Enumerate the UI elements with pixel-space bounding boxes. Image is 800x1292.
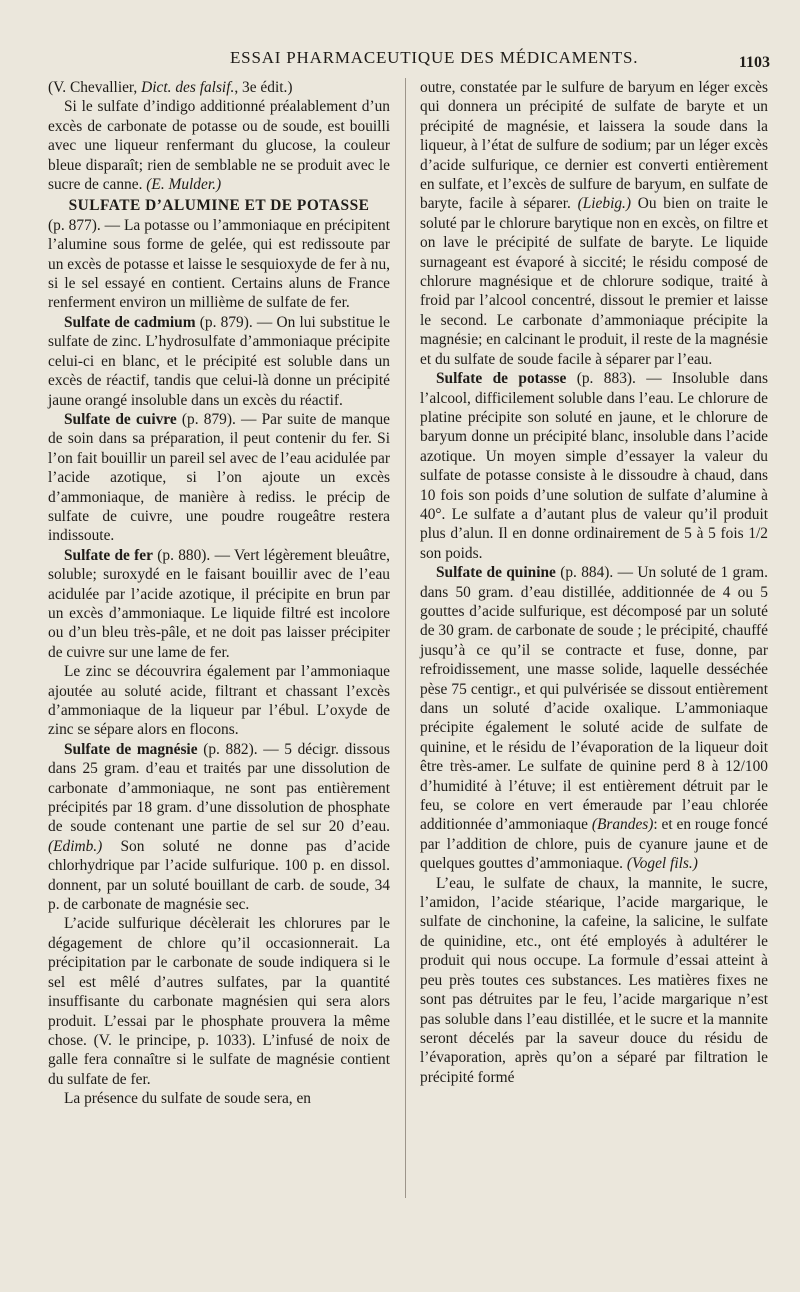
heading-cuivre: Sulfate de cuivre bbox=[64, 410, 177, 428]
paragraph-text: (p. 879). — Par suite de manque de soin dans sa préparation, il peut contenir du fer. Si l’on fait bouillir un pareil sel avec de l’eau acidulée par l’acide azotique, si l’on ajoute un excès d’ammoniaque, de manière à rediss. le précip de sulfate de cuivre, une poudre rougeâtre restera indissoute. bbox=[48, 410, 390, 545]
left-column bbox=[48, 78, 390, 1109]
paragraph-continuation bbox=[420, 78, 768, 369]
citation: (Edimb.) bbox=[48, 837, 103, 855]
paragraph-indigo bbox=[48, 97, 390, 194]
paragraph-text: : et en rouge foncé par l’addition de chlore, puis de cyanure jaune et de quelques gouttes d’ammoniaque. bbox=[420, 816, 768, 873]
heading-potasse: Sulfate de potasse bbox=[436, 370, 567, 388]
paragraph-text: Son soluté ne donne pas d’acide chlorhydrique par l’acide sulfurique. 100 p. en dissol. donnent, par un soluté bouillant de carb. de soude, 34 p. de carbonate de magnésie sec. bbox=[48, 837, 390, 914]
paragraph-fer bbox=[48, 546, 390, 662]
ref-title: Dict. des falsif. bbox=[141, 79, 235, 96]
citation: (Liebig.) bbox=[577, 195, 632, 213]
paragraph-quinine bbox=[420, 563, 768, 874]
heading-quinine: Sulfate de quinine bbox=[436, 564, 556, 582]
paragraph-zinc: Le zinc se découvrira également par l’ammoniaque ajoutée au soluté acide, filtrant et chassant l’excès d’ammoniaque de la liqueur par l’ébul. L’oxyde de zinc se sépare alors en flocons. bbox=[48, 663, 390, 739]
heading-fer: Sulfate de fer bbox=[64, 546, 153, 564]
paragraph-text: (p. 884). — Un soluté de 1 gram. dans 50 gram. d’eau distillée, additionnée de 4 ou 5 gouttes d’acide sulfurique, est décomposé par un soluté de 30 gram. de carbonate de soude ; le précipité, chauffé jusqu’à ce qu’il se contracte et fuse, donne, par refroidissement, une masse solide, laquelle desséchée pèse 75 centigr., et qui pulvérisée se dissout entièrement dans un soluté d’acide oxalique. L’ammoniaque précipite également le soluté acide de sulfate de quinine, et le résidu de l’évaporation de la liqueur doit être très-amer. Le sulfate de quinine perd 8 à 12/100 d’humidité à l’étuve; il est entièrement détruit par le feu, se colore en vert émeraude par l’eau chlorée additionnée d’ammoniaque bbox=[420, 564, 768, 834]
citation: (Brandes) bbox=[591, 816, 654, 834]
paragraph-text: (p. 883). — Insoluble dans l’alcool, difficilement soluble dans l’eau. Le chlorure de platine précipite son soluté en jaune, et le chlorure de baryum donne un précipité blanc, insoluble dans l’acide azotique. Un moyen simple d’essayer la valeur du sulfate de potasse consiste à le dissoudre à chaud, dans 10 fois son poids d’une solution de sulfate d’alumine à 40°. Le sulfate a d’autant plus de valeur qu’il produit plus d’alun. Il en donne ordinairement de 5 à 5 fois 1/2 son poids. bbox=[420, 370, 768, 562]
citation: (E. Mulder.) bbox=[146, 176, 222, 194]
paragraph-text: (p. 879). — On lui substitue le sulfate de zinc. L’hydrosulfate d’ammoniaque précipite celui-ci en blanc, et le précipité est soluble dans un excès de réactif, tandis que celui-là donne un précipité jaune orangé insoluble dans un excès du réactif. bbox=[48, 313, 390, 409]
heading-cadmium: Sulfate de cadmium bbox=[64, 313, 196, 331]
paragraph-text: outre, constatée par le sulfure de baryum en léger excès qui donnera un précipité de sulfate de baryte et un précipité de magnésie, et laissera la soude dans la liqueur, à l’état de sulfure de sodium; par un léger excès d’acide sulfurique, ce dernier est converti entièrement en sulfate, et l’excès de sulfure de baryum, en sulfate de baryte, facile à séparer. bbox=[420, 79, 768, 213]
column-divider bbox=[405, 78, 406, 1198]
paragraph-text: Ou bien on traite le soluté par le chlorure barytique non en excès, on filtre et on lave le précipité de sulfate de baryte. Le liquide surnageant est évaporé à siccité; le résidu composé de chlorure magnésique et de chlorure sodique, traité à froid par l’alcool concentré, dissout le premier et laisse le second. Le carbonate d’ammoniaque précipite la magnésie; en calcinant le produit, il reste de la magnésie et du sulfate de soude facile à séparer par l’eau. bbox=[420, 195, 768, 368]
ref-suffix: , 3e édit.) bbox=[234, 79, 293, 96]
paragraph-adulterants: L’eau, le sulfate de chaux, la mannite, le sucre, l’amidon, l’acide stéarique, l’acide margarique, le sulfate de cinchonine, la cafeine, la salicine, le sulfate de quinidine, etc., ont été employés à adultérer le produit qui nous occupe. La formule d’essai atteint à peu près toutes ces substances. Les matières fixes ne sont pas détruites par le feu, l’acide margarique n’est pas soluble dans l’eau distillée, et le sucre et la mannite seront décelés par la saveur douce du résidu de l’évaporation, après qu’on a séparé par filtration le précipité formé bbox=[420, 874, 768, 1086]
paragraph-cuivre bbox=[48, 410, 390, 546]
header-title: ESSAI PHARMACEUTIQUE DES MÉDICAMENTS. bbox=[230, 48, 639, 67]
heading-alumine: SULFATE D’ALUMINE ET DE POTASSE bbox=[68, 197, 370, 215]
paragraph-cadmium bbox=[48, 313, 390, 410]
paragraph-text: (p. 882). — 5 décigr. dissous dans 25 gram. d’eau et traités par une dissolution de carbonate d’ammoniaque, ne sont pas entièrement précipités par 18 gram. d’une dissolution de phosphate de soude contenant une partie de sel sur 20 d’eau. bbox=[48, 740, 390, 836]
paragraph-alumine: (p. 877). — La potasse ou l’ammoniaque en précipitent l’alumine sous forme de gelée, qui est redissoute par un excès de potasse et laisse le sesquioxyde de fer à nu, si le sel essayé en contient. Certains aluns de France renferment environ un millième de sulfate de fer. bbox=[48, 216, 390, 312]
citation: (Vogel fils.) bbox=[626, 855, 698, 873]
paragraph-potasse bbox=[420, 369, 768, 563]
paragraph-text: (p. 880). — Vert légèrement bleuâtre, soluble; suroxydé en le faisant bouillir avec de l’eau acidulée par l’acide azotique, il précipite en brun par un excès d’ammoniaque. Le liquide filtré est incolore ou d’un bleu très-pâle, et ne doit pas laisser précipiter de cuivre sur une lame de fer. bbox=[48, 546, 390, 661]
heading-magnesie: Sulfate de magnésie bbox=[64, 740, 198, 758]
paragraph-soude: La présence du sulfate de soude sera, en bbox=[64, 1090, 311, 1108]
right-column bbox=[420, 78, 768, 1087]
paragraph-chlorures: L’acide sulfurique décèlerait les chlorures par le dégagement de chlore qu’il occasionnerait. La précipitation par le carbonate de soude indiquera si le sel est mêlé d’autres sulfates, par la quantité insuffisante du carbonate magnésien qui sera alors produit. L’essai par le phosphate prouvera la même chose. (V. le principe, p. 1033). L’infusé de noix de galle fera connaître si le sulfate de magnésie contient du sulfate de fer. bbox=[48, 915, 390, 1088]
paragraph-text: Si le sulfate d’indigo additionné préalablement d’un excès de carbonate de potasse ou de soude, est bouilli avec une liqueur renfermant du glucose, la couleur bleue disparaît; rien de semblable ne se produit avec le sucre de canne. bbox=[48, 98, 390, 194]
ref-prefix: (V. Chevallier, bbox=[48, 79, 142, 96]
running-header bbox=[40, 46, 770, 72]
reference-line bbox=[48, 78, 390, 97]
paragraph-magnesie bbox=[48, 740, 390, 915]
page-number: 1103 bbox=[738, 54, 770, 71]
